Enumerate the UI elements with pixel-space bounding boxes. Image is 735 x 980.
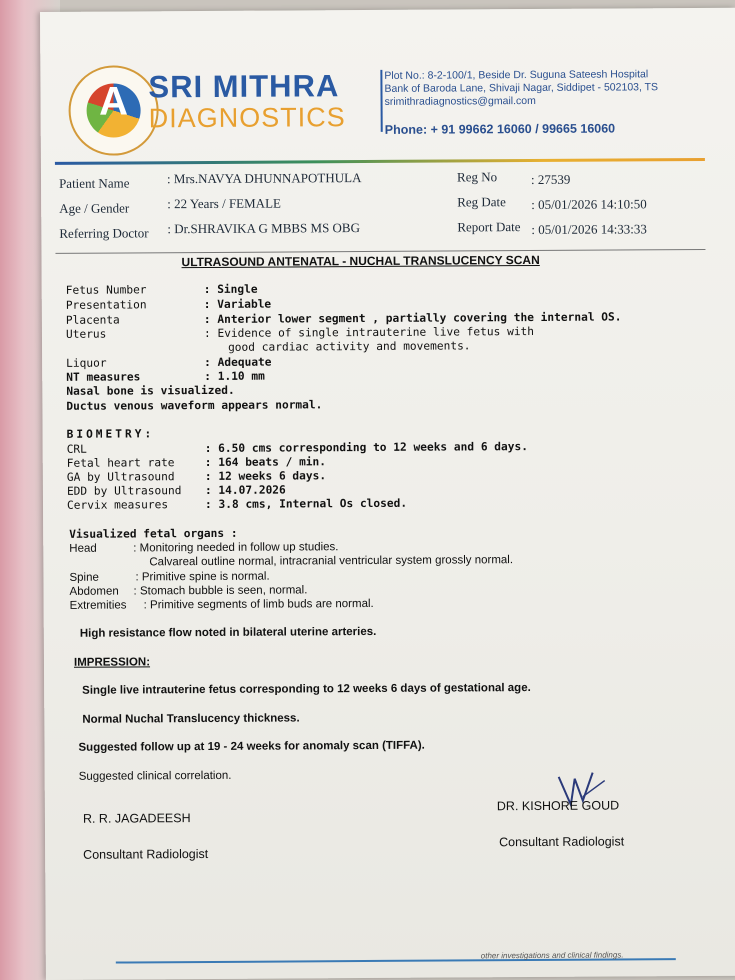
field-label: Placenta: [65, 313, 120, 327]
patient-name-label: Patient Name: [59, 175, 130, 191]
email: srimithradiagnostics@gmail.com: [384, 94, 536, 108]
field-label: Uterus: [65, 327, 107, 341]
biometry-value: : 14.07.2026: [204, 483, 286, 498]
organ-value: Calvareal outline normal, intracranial ventricular system grossly normal.: [149, 554, 514, 569]
report-date-label: Report Date: [457, 219, 521, 235]
biometry-value: : 12 weeks 6 days.: [204, 469, 327, 484]
impression-line: Normal Nuchal Translucency thickness.: [82, 712, 300, 726]
report-title: ULTRASOUND ANTENATAL - NUCHAL TRANSLUCENCY SCAN: [181, 252, 540, 270]
address-block: [384, 68, 704, 109]
phone: Phone: + 91 99662 16060 / 99665 16060: [384, 121, 616, 137]
address-line: Bank of Baroda Lane, Shivaji Nagar, Siddipet - 502103, TS: [384, 81, 659, 95]
report-sheet: [40, 8, 735, 980]
field-value: : Evidence of single intrauterine live fetus with: [203, 324, 535, 341]
organ-label: Extremities: [69, 599, 127, 612]
field-label: Fetus Number: [65, 283, 147, 297]
field-value: : 1.10 mm: [204, 369, 265, 384]
impression-line: Suggested clinical correlation.: [78, 769, 232, 783]
biometry-label: EDD by Ultrasound: [66, 484, 182, 498]
organ-value: : Primitive spine is normal.: [135, 570, 270, 584]
impression-heading: IMPRESSION:: [73, 656, 151, 669]
right-signatory-title: Consultant Radiologist: [499, 834, 625, 850]
ductus-note: Ductus venous waveform appears normal.: [66, 398, 323, 413]
field-value: good cardiac activity and movements.: [228, 339, 471, 354]
reg-date-value: : 05/01/2026 14:10:50: [531, 196, 647, 213]
impression-line: Single live intrauterine fetus corresponding to 12 weeks 6 days of gestational age.: [82, 682, 531, 697]
field-value: : Anterior lower segment , partially covering the internal OS.: [203, 310, 622, 327]
biometry-label: CRL: [66, 442, 87, 456]
biometry-label: Fetal heart rate: [66, 456, 175, 470]
referring-doctor-value: : Dr.SHRAVIKA G MBBS MS OBG: [167, 220, 361, 237]
organ-value: : Stomach bubble is seen, normal.: [133, 584, 308, 598]
biometry-label: GA by Ultrasound: [66, 470, 175, 484]
organ-value: : Monitoring needed in follow up studies.: [133, 541, 339, 555]
nasal-bone-note: Nasal bone is visualized.: [66, 383, 235, 398]
logo-letter: A: [98, 79, 129, 124]
patient-name-value: : Mrs.NAVYA DHUNNAPOTHULA: [166, 170, 362, 187]
field-label: NT measures: [66, 370, 141, 384]
reg-date-label: Reg Date: [457, 194, 506, 210]
left-signatory-title: Consultant Radiologist: [83, 846, 209, 862]
referring-doctor-label: Referring Doctor: [59, 225, 149, 241]
biometry-value: : 3.8 cms, Internal Os closed.: [204, 496, 408, 512]
age-gender-value: : 22 Years / FEMALE: [167, 195, 281, 212]
organs-heading: Visualized fetal organs :: [69, 526, 238, 541]
age-gender-label: Age / Gender: [59, 200, 130, 216]
field-value: : Single: [203, 282, 258, 297]
field-value: : Adequate: [204, 355, 272, 370]
footer-note: other investigations and clinical findings.: [480, 950, 624, 961]
right-signatory-name: DR. KISHORE GOUD: [496, 798, 620, 814]
address-line: Plot No.: 8-2-100/1, Beside Dr. Suguna Sateesh Hospital: [384, 68, 649, 82]
organ-label: Abdomen: [69, 585, 119, 598]
organ-value: : Primitive segments of limb buds are normal.: [143, 597, 374, 612]
logo: [68, 65, 159, 156]
brand-subtitle: DIAGNOSTICS: [148, 102, 346, 134]
biometry-value: : 6.50 cms corresponding to 12 weeks and 6 days.: [204, 440, 529, 456]
header-rule: [55, 158, 705, 165]
biometry-value: : 164 beats / min.: [204, 455, 327, 470]
organ-label: Head: [69, 542, 97, 555]
field-label: Presentation: [65, 298, 147, 312]
header-divider: [380, 70, 382, 132]
organ-label: Spine: [69, 571, 99, 584]
reg-no-label: Reg No: [456, 169, 498, 185]
uterine-note: High resistance flow noted in bilateral uterine arteries.: [79, 625, 377, 640]
brand-name: SRI MITHRA: [148, 68, 340, 105]
field-label: Liquor: [66, 356, 107, 370]
biometry-heading: BIOMETRY:: [66, 427, 155, 441]
biometry-label: Cervix measures: [66, 498, 169, 512]
reg-no-value: : 27539: [530, 171, 571, 188]
field-value: : Variable: [203, 297, 272, 312]
report-date-value: : 05/01/2026 14:33:33: [531, 221, 647, 238]
impression-line: Suggested follow up at 19 - 24 weeks for anomaly scan (TIFFA).: [78, 739, 425, 754]
left-signatory-name: R. R. JAGADEESH: [82, 811, 191, 826]
